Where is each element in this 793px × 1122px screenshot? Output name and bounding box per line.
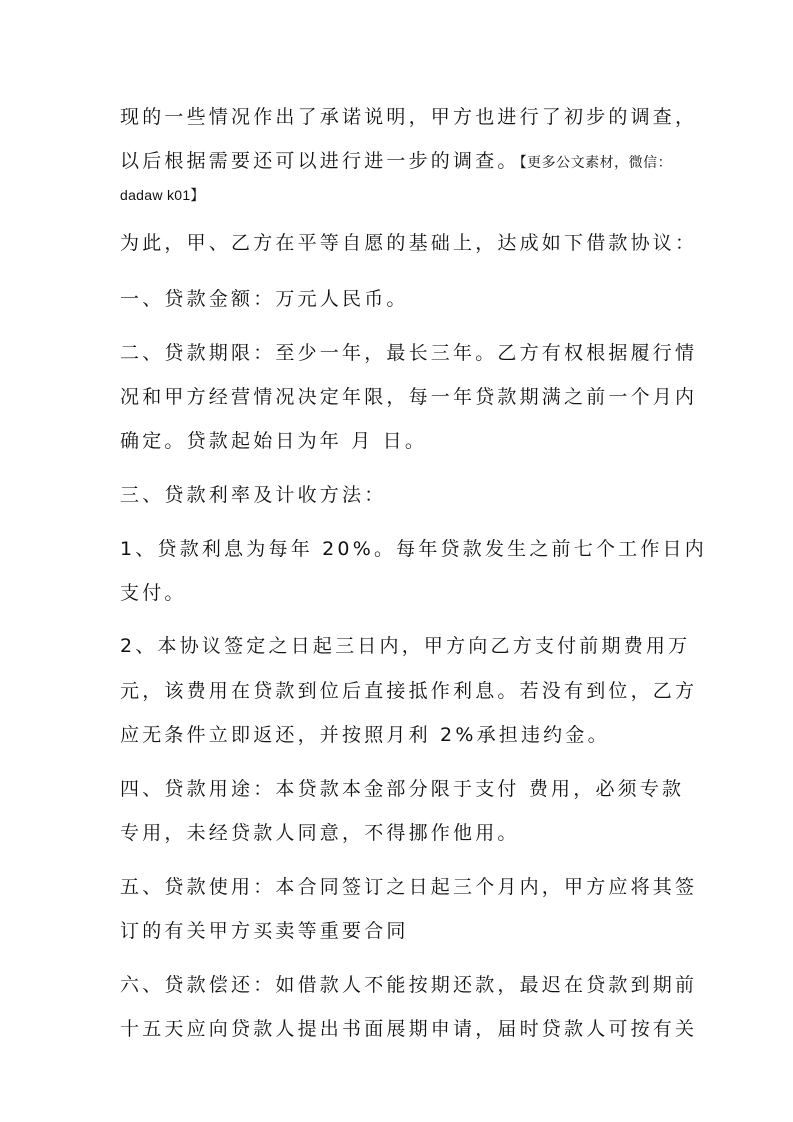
paragraph-line: 2、本协议签定之日起三日内，甲方向乙方支付前期费用万 xyxy=(120,635,691,657)
paragraph-line: 五、贷款使用：本合同签订之日起三个月内，甲方应将其签 xyxy=(120,876,698,898)
paragraph-line: 应无条件立即返还，并按照月利 2%承担违约金。 xyxy=(120,724,610,746)
paragraph-line: 四、贷款用途：本贷款本金部分限于支付 费用，必须专款 xyxy=(120,778,685,800)
paragraph-text: 以后根据需要还可以进行进一步的调查。 xyxy=(120,150,520,172)
promo-note-continued: dadaw k01】 xyxy=(120,187,205,203)
section-heading: 三、贷款利率及计收方法： xyxy=(120,484,387,506)
paragraph-line: 元，该费用在贷款到位后直接抵作利息。若没有到位，乙方 xyxy=(120,680,698,702)
paragraph-line: 1、贷款利息为每年 20%。每年贷款发生之前七个工作日内 xyxy=(120,538,707,560)
section-heading: 一、贷款金额：万元人民币。 xyxy=(120,288,409,310)
paragraph-line xyxy=(120,147,680,177)
paragraph-line: 支付。 xyxy=(120,582,187,604)
paragraph-line: 现的一些情况作出了承诺说明，甲方也进行了初步的调查， xyxy=(120,106,698,128)
paragraph-line: 况和甲方经营情况决定年限，每一年贷款期满之前一个月内 xyxy=(120,386,698,408)
paragraph-line: 专用，未经贷款人同意，不得挪作他用。 xyxy=(120,822,520,844)
paragraph-line: 十五天应向贷款人提出书面展期申请，届时贷款人可按有关 xyxy=(120,1018,698,1040)
paragraph-line: 为此，甲、乙方在平等自愿的基础上，达成如下借款协议： xyxy=(120,232,698,254)
paragraph-line: 六、贷款偿还：如借款人不能按期还款，最迟在贷款到期前 xyxy=(120,974,698,996)
paragraph-line: 二、贷款期限：至少一年，最长三年。乙方有权根据履行情 xyxy=(120,342,698,364)
paragraph-line: 订的有关甲方买卖等重要合同 xyxy=(120,920,409,942)
promo-note: 【更多公文素材，微信： xyxy=(519,155,673,171)
paragraph-line: 确定。贷款起始日为年 月 日。 xyxy=(120,430,428,452)
